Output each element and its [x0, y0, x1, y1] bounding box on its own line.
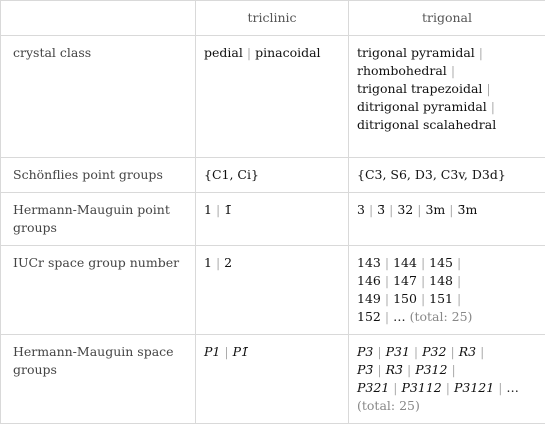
- row-label: Schönflies point groups: [1, 158, 196, 193]
- list-item: trigonal pyramidal: [357, 45, 475, 60]
- list-item: pinacoidal: [255, 45, 320, 60]
- header-triclinic: triclinic: [196, 1, 349, 36]
- list-item: ditrigonal scalahedral: [357, 117, 496, 132]
- table-row-iucr: [1, 246, 545, 335]
- list-item: trigonal trapezoidal: [357, 81, 482, 96]
- header-trigonal: trigonal: [349, 1, 545, 36]
- list-item: rhombohedral: [357, 63, 447, 78]
- triclinic-hm-space: P1 | P1̄: [196, 335, 349, 424]
- list-item: 2: [224, 255, 232, 270]
- row-label: Hermann-Mauguin point groups: [1, 193, 196, 246]
- list-item: 1: [204, 202, 212, 217]
- trigonal-hm-space: P3 | P31 | P32 | R3 | P3̄ | R3̄ | P312 | P321 | P3112 | P3121 | … (total: 25): [349, 335, 545, 424]
- trigonal-crystal-class: trigonal pyramidal | rhombohedral | trigonal trapezoidal | ditrigonal pyramidal | ditrigonal scalahedral: [349, 36, 545, 158]
- header-row: [1, 1, 545, 36]
- total-count: (total: 25): [357, 398, 420, 413]
- list-item: 1: [204, 255, 212, 270]
- list-item: 3m: [425, 202, 445, 217]
- list-item: pedial: [204, 45, 243, 60]
- triclinic-crystal-class: pedial | pinacoidal: [196, 36, 349, 158]
- triclinic-schonflies: {C1, Ci}: [196, 158, 349, 193]
- row-label: IUCr space group number: [1, 246, 196, 335]
- table-row-schonflies: [1, 158, 545, 193]
- row-label: Hermann-Mauguin space groups: [1, 335, 196, 424]
- trigonal-schonflies: {C3, S6, D3, C3v, D3d}: [349, 158, 545, 193]
- list-item: 1̄: [224, 202, 232, 217]
- list-item: 3̄: [377, 202, 385, 217]
- total-count: (total: 25): [410, 309, 473, 324]
- header-empty: [1, 1, 196, 36]
- list-item: ditrigonal pyramidal: [357, 99, 487, 114]
- table-row-hm-space-groups: [1, 335, 545, 424]
- table-row-hm-point-groups: [1, 193, 545, 246]
- triclinic-hm-point: 1 | 1̄: [196, 193, 349, 246]
- list-item: 32: [397, 202, 413, 217]
- row-label: crystal class: [1, 36, 196, 158]
- trigonal-iucr: 143 | 144 | 145 | 146 | 147 | 148 | 149 | 150 | 151 | 152 | … (total: 25): [349, 246, 545, 335]
- list-item: 3: [357, 202, 365, 217]
- list-item: 3̄m: [458, 202, 478, 217]
- trigonal-hm-point: 3 | 3̄ | 32 | 3m | 3̄m: [349, 193, 545, 246]
- triclinic-iucr: 1 | 2: [196, 246, 349, 335]
- table-row-crystal-class: [1, 36, 545, 158]
